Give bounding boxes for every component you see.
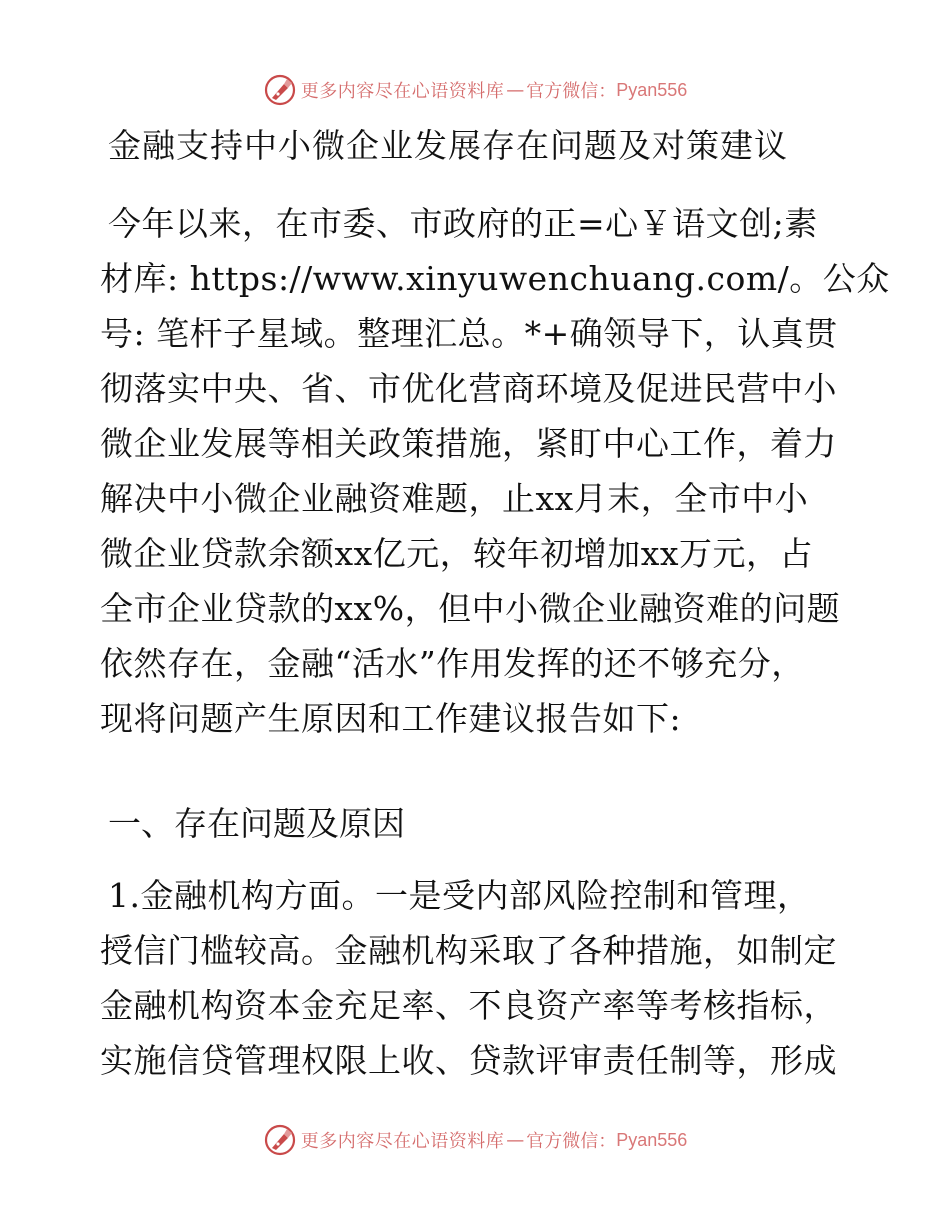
section-line: 1.金融机构方面。一是受内部风险控制和管理， <box>108 876 811 915</box>
intro-line: 微企业发展等相关政策措施，紧盯中心工作，着力 <box>100 424 837 463</box>
intro-paragraph <box>100 196 890 746</box>
header-watermark <box>0 70 950 110</box>
pen-nib-logo-icon <box>263 1123 297 1157</box>
footer-watermark <box>0 1120 950 1160</box>
watermark-main-text: 更多内容尽在心语资料库 <box>300 1131 505 1152</box>
watermark-separator: — <box>506 79 525 101</box>
intro-line: 号: 笔杆子星域。整理汇总。*+确领导下，认真贯 <box>100 314 838 353</box>
intro-line: 彻落实中央、省、市优化营商环境及促进民营中小 <box>100 369 837 408</box>
document-title: 金融支持中小微企业发展存在问题及对策建议 <box>108 126 788 165</box>
section-heading: 一、存在问题及原因 <box>108 804 405 843</box>
watermark-suffix: 官方微信： <box>526 81 617 102</box>
intro-line: 全市企业贷款的xx%，但中小微企业融资难的问题 <box>100 589 841 628</box>
section-line: 金融机构资本金充足率、不良资产率等考核指标， <box>100 986 837 1025</box>
intro-line: 材库: https://www.xinyuwenchuang.com/。公众 <box>100 259 890 298</box>
intro-line: 现将问题产生原因和工作建议报告如下: <box>100 699 682 738</box>
section-line: 授信门槛较高。金融机构采取了各种措施，如制定 <box>100 931 837 970</box>
watermark-main-text: 更多内容尽在心语资料库 <box>300 81 505 102</box>
intro-line: 今年以来，在市委、市政府的正=心￥语文创;素 <box>108 204 818 243</box>
section-line: 实施信贷管理权限上收、贷款评审责任制等，形成 <box>100 1041 837 1080</box>
intro-line: 解决中小微企业融资难题，止xx月末，全市中小 <box>100 479 809 518</box>
watermark-account: Pyan556 <box>616 79 688 100</box>
watermark-suffix: 官方微信： <box>526 1131 617 1152</box>
intro-line: 依然存在，金融“活水”作用发挥的还不够充分， <box>100 644 805 683</box>
watermark-account: Pyan556 <box>616 1129 688 1150</box>
watermark-separator: — <box>506 1129 525 1151</box>
pen-nib-logo-icon <box>263 73 297 107</box>
section-paragraph <box>100 868 860 1088</box>
intro-line: 微企业贷款余额xx亿元，较年初增加xx万元，占 <box>100 534 813 573</box>
